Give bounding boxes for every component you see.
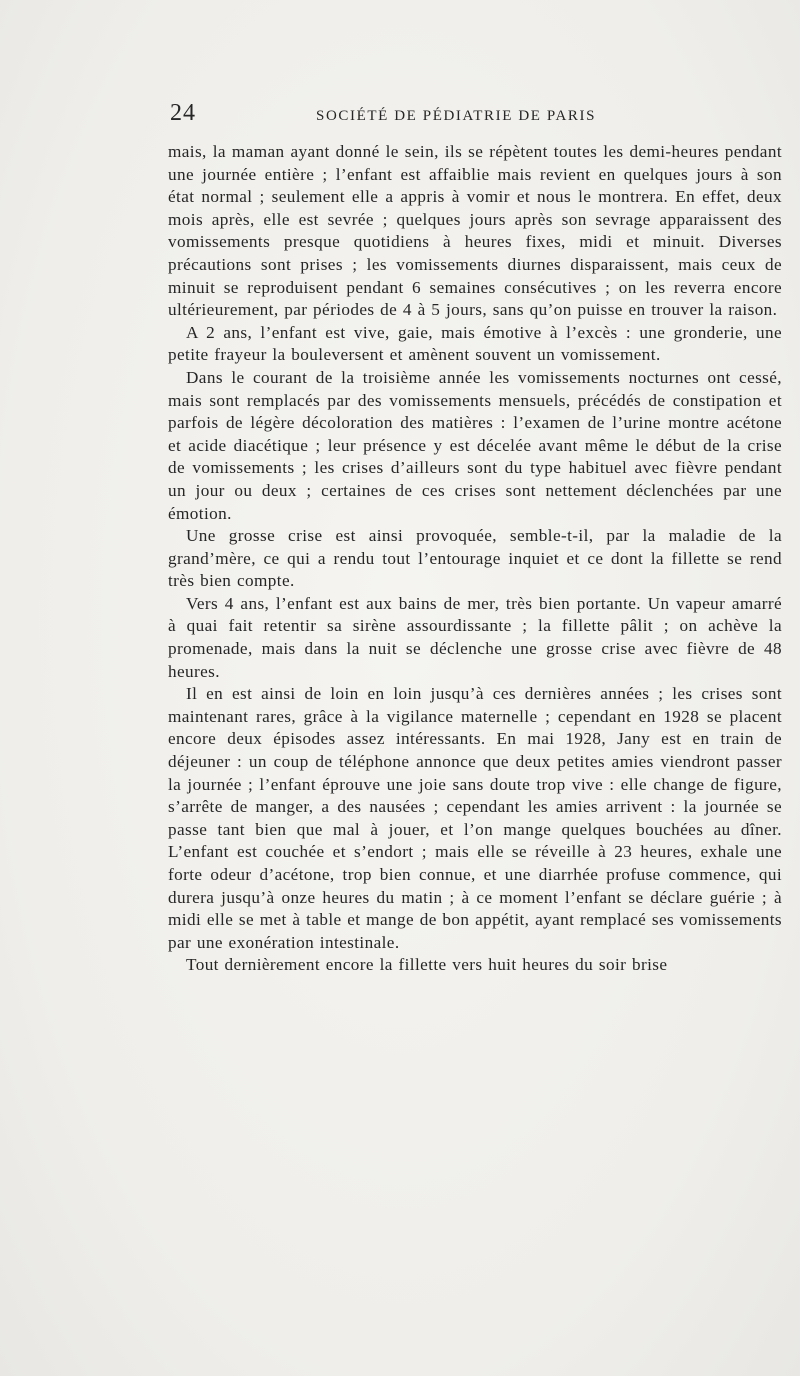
page-header xyxy=(170,100,780,134)
paragraph-7: Tout dernièrement encore la fillette vers huit heures du soir brise xyxy=(186,955,668,975)
paragraph-6: Il en est ainsi de loin en loin jusqu’à ces dernières années ; les crises sont maintenant rares, grâce à la vigilance maternelle ; cependant en 1928 se placent encore deux épisodes assez intéressants. En mai 1928, Jany est en train de déjeuner : un coup de téléphone annonce que deux petites amies viendront passer la journée ; l’enfant éprouve une joie sans doute trop vive : elle change de figure, s’arrête de manger, a des nausées ; cependant les amies arrivent : la journée se passe tant bien que mal à jouer, et l’on mange quelques bouchées au dîner. L’enfant est couchée et s’endort ; mais elle se réveille à 23 heures, exhale une forte odeur d’acétone, trop bien connue, et une diarrhée profuse commence, qui durera jusqu’à onze heures du matin ; à ce moment l’enfant se déclare guérie ; à midi elle se met à table et mange de bon appétit, ayant remplacé ses vomissements par une exonération intestinale. xyxy=(168,684,782,952)
paragraph-1: mais, la maman ayant donné le sein, ils se répètent toutes les demi-heures pendant une journée entière ; l’enfant est affaiblie mais revient en quelques jours à son état normal ; seulement elle a appris à vomir et nous le montrera. En effet, deux mois après, elle est sevrée ; quelques jours après son sevrage apparaissent des vomissements presque quotidiens à heures fixes, midi et minuit. Diverses précautions sont prises ; les vomissements diurnes disparaissent, mais ceux de minuit se reproduisent pendant 6 semaines consécutives ; on les reverra encore ultérieurement, par périodes de 4 à 5 jours, sans qu’on puisse en trouver la raison. xyxy=(168,142,782,320)
paragraph-4: Une grosse crise est ainsi provoquée, semble-t-il, par la maladie de la grand’mère, ce qui a rendu tout l’entourage inquiet et ce dont la fillette se rend très bien compte. xyxy=(168,526,782,591)
paragraph-2: A 2 ans, l’enfant est vive, gaie, mais émotive à l’excès : une gronderie, une petite frayeur la bouleversent et amènent souvent un vomissement. xyxy=(168,322,782,365)
body-text xyxy=(168,141,782,977)
paragraph-5: Vers 4 ans, l’enfant est aux bains de mer, très bien portante. Un vapeur amarré à quai fait retentir sa sirène assourdissante ; la fillette pâlit ; on achève la promenade, mais dans la nuit se déclenche une grosse crise avec fièvre de 48 heures. xyxy=(168,593,782,681)
page-number: 24 xyxy=(170,100,196,126)
paragraph-3: Dans le courant de la troisième année les vomissements nocturnes ont cessé, mais sont remplacés par des vomissements mensuels, précédés de constipation et parfois de légère décoloration des matières : l’examen de l’urine montre acétone et acide diacétique ; leur présence y est décelée avant même le début de la crise de vomissements ; les crises d’ailleurs sont du type habituel avec fièvre pendant un jour ou deux ; certaines de ces crises sont nettement déclenchées par une émotion. xyxy=(168,367,782,523)
running-head: SOCIÉTÉ DE PÉDIATRIE DE PARIS xyxy=(316,108,597,124)
